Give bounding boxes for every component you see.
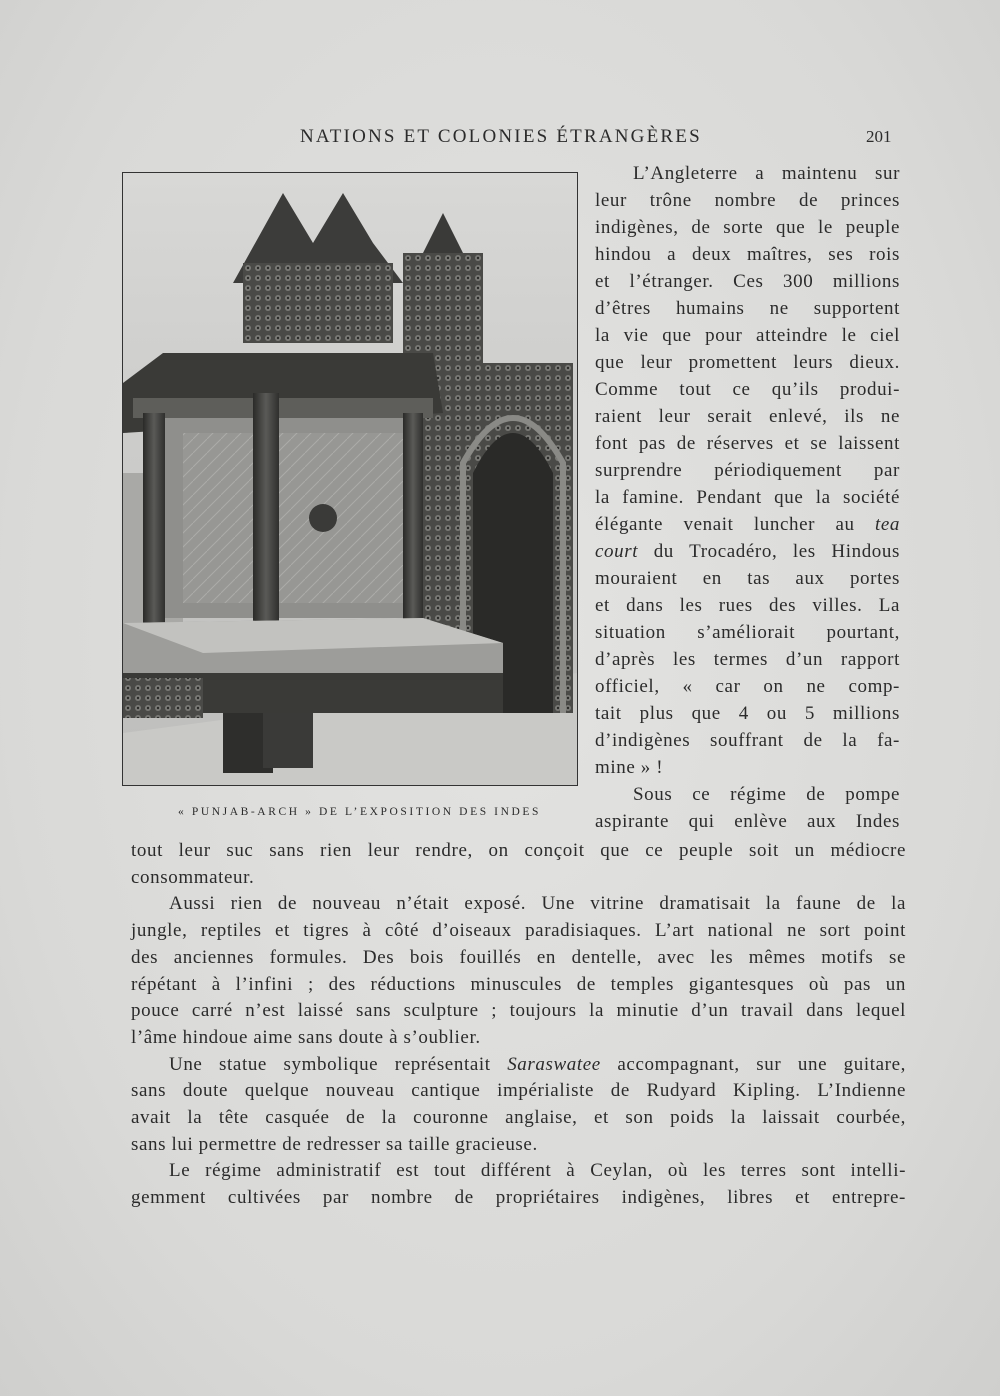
text-line [595, 538, 900, 565]
text-line: consommateur. [131, 866, 255, 888]
text-segment: Une statue symbolique représentait [169, 1053, 508, 1075]
text-line: officiel, « car on ne comp- [595, 676, 900, 697]
italic-term: court [595, 541, 639, 562]
text-line: tait plus que 4 ou 5 millions [595, 703, 900, 724]
text-line: mine » ! [595, 757, 664, 778]
page-number: 201 [866, 127, 892, 146]
text-line: indigènes, de sorte que le peuple [595, 217, 900, 238]
text-line: situation s’améliorait pourtant, [595, 622, 900, 643]
text-line: la famine. Pendant que la société [595, 487, 900, 508]
text-line: tout leur suc sans rien leur rendre, on conçoit que ce peuple soit un médiocre [131, 840, 906, 861]
text-line: jungle, reptiles et tigres à côté d’oiseaux paradisiaques. L’art national ne sort point [131, 920, 906, 942]
text-line: mouraient en tas aux portes [595, 568, 900, 589]
text-line: d’indigènes souffrant de la fa- [595, 730, 900, 751]
text-line: surprendre périodiquement par [595, 460, 900, 481]
photograph-image [123, 173, 577, 785]
column-text [595, 160, 900, 835]
text-line: des anciennes formules. Des bois fouillés en dentelle, avec les mêmes motifs se [131, 946, 906, 968]
text-line: sans lui permettre de redresser sa taille gracieuse. [131, 1133, 538, 1155]
text-line: L’Angleterre a maintenu sur [633, 163, 900, 184]
text-line: font pas de réserves et se laissent [595, 433, 900, 454]
text-line: d’après les termes d’un rapport [595, 649, 900, 670]
text-line: et l’étranger. Ces 300 millions [595, 271, 900, 292]
text-line: la vie que pour atteindre le ciel [595, 325, 900, 346]
text-line: gemment cultivées par nombre de propriétaires indigènes, libres et entrepre- [131, 1187, 906, 1209]
text-line [595, 511, 900, 538]
text-segment: accompagnant, sur une guitare, [600, 1053, 906, 1075]
text-line: hindou a deux maîtres, ses rois [595, 244, 900, 265]
italic-term: tea [874, 514, 900, 535]
text-line: avait la tête casquée de la couronne anglaise, et son poids la laissait courbée, [131, 1107, 906, 1129]
text-segment: du Trocadéro, les Hindous [638, 541, 900, 562]
text-line: que leur promettent leurs dieux. [595, 352, 900, 373]
text-segment: élégante venait luncher au [595, 514, 875, 535]
full-width-text [131, 838, 906, 1212]
italic-term: Saraswatee [507, 1053, 601, 1075]
text-line: Aussi rien de nouveau n’était exposé. Une vitrine dramatisait la faune de la [169, 893, 906, 915]
text-line: et dans les rues des villes. La [595, 595, 900, 616]
text-line: l’âme hindoue aime sans doute à s’oublier. [131, 1026, 481, 1048]
figure-caption: « PUNJAB-ARCH » DE L’EXPOSITION DES INDES [178, 806, 542, 818]
text-line: pouce carré n’est laissé sans sculpture ; toujours la minutie d’un travail dans lequel [131, 1000, 906, 1022]
running-title: NATIONS ET COLONIES ÉTRANGÈRES [300, 126, 702, 147]
text-line: répétant à l’infini ; des réductions minuscules de temples gigantesques où pas un [131, 973, 906, 995]
text-line: aspirante qui enlève aux Indes [595, 811, 900, 832]
photograph-punjab-arch [122, 172, 578, 786]
text-line: Comme tout ce qu’ils produi- [595, 379, 900, 400]
text-line: d’êtres humains ne supportent [595, 298, 900, 319]
text-line: leur trône nombre de princes [595, 190, 900, 211]
text-line: Le régime administratif est tout différent à Ceylan, où les terres sont intelli- [169, 1160, 906, 1182]
text-line [131, 1052, 906, 1079]
text-line: sans doute quelque nouveau cantique impérialiste de Rudyard Kipling. L’Indienne [131, 1080, 906, 1102]
text-line: Sous ce régime de pompe [633, 784, 900, 805]
text-line: raient leur serait enlevé, ils ne [595, 406, 900, 427]
